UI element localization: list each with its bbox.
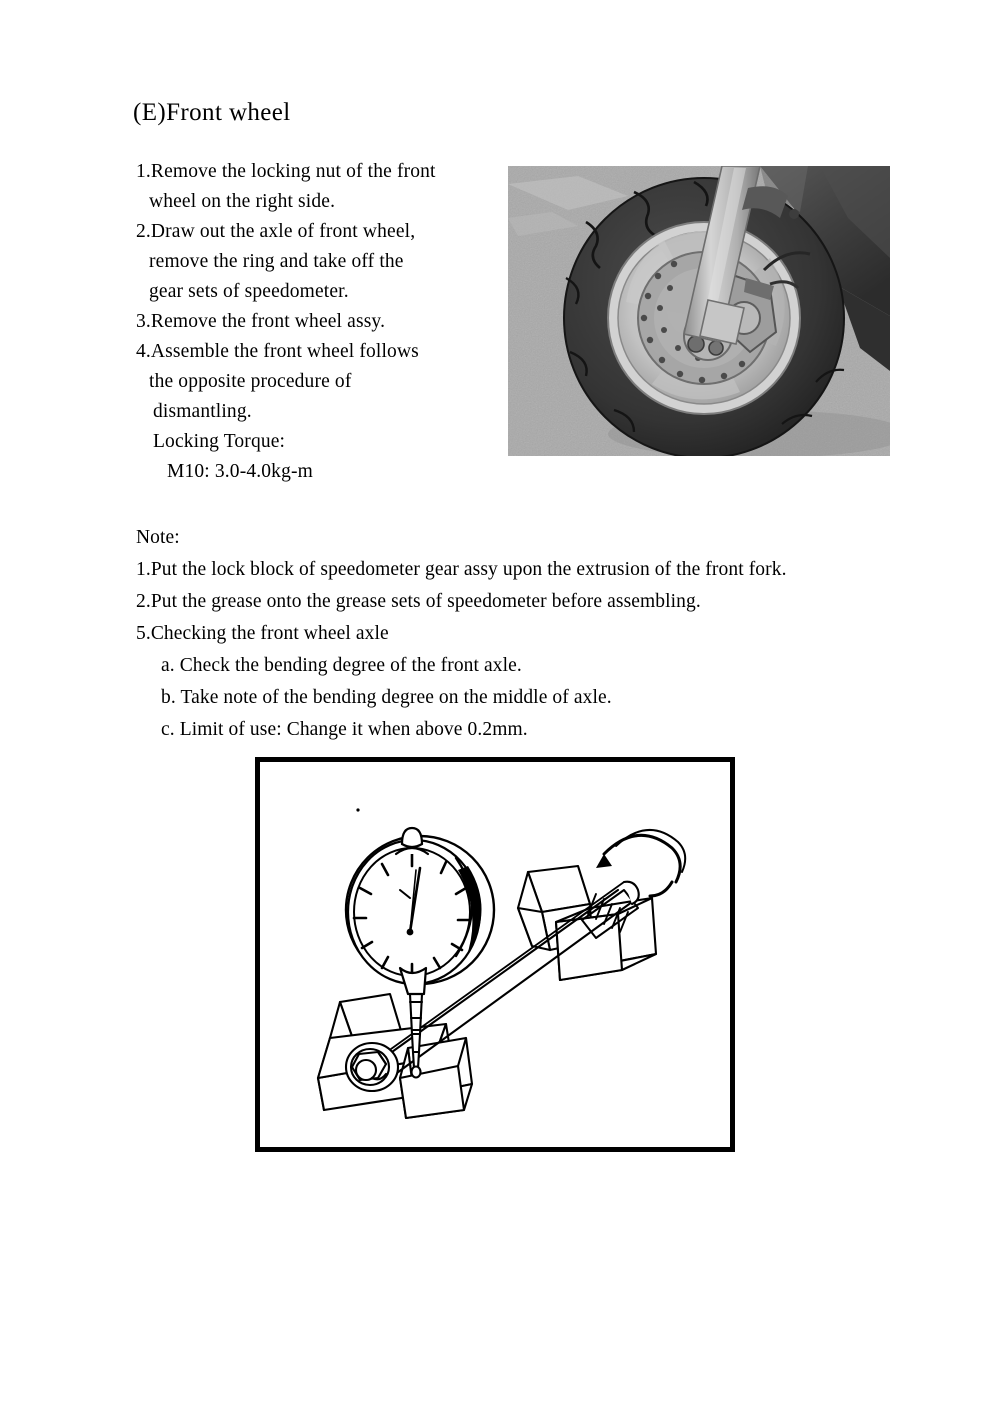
step-line: the opposite procedure of xyxy=(149,371,352,392)
notes-block xyxy=(136,522,896,746)
torque-heading: Locking Torque: xyxy=(153,431,286,452)
note-line: 5.Checking the front wheel axle xyxy=(136,623,389,644)
note-sub-line: b. Take note of the bending degree on the middle of axle. xyxy=(161,687,612,708)
step-line: dismantling. xyxy=(153,401,252,422)
procedure-steps-list xyxy=(136,157,476,487)
notes-heading: Note: xyxy=(136,527,180,548)
torque-value: M10: 3.0-4.0kg-m xyxy=(167,461,313,482)
note-line: 2.Put the grease onto the grease sets of speedometer before assembling. xyxy=(136,591,701,612)
note-line: 1.Put the lock block of speedometer gear assy upon the extrusion of the front fork. xyxy=(136,559,787,580)
note-sub-line: c. Limit of use: Change it when above 0.2mm. xyxy=(161,719,528,740)
step-line: wheel on the right side. xyxy=(149,191,336,212)
step-line: remove the ring and take off the xyxy=(149,251,404,272)
step-line: 2.Draw out the axle of front wheel, xyxy=(136,221,416,242)
step-line: 1.Remove the locking nut of the front xyxy=(136,161,436,182)
note-sub-line: a. Check the bending degree of the front axle. xyxy=(161,655,522,676)
step-line: 4.Assemble the front wheel follows xyxy=(136,341,419,362)
step-line: gear sets of speedometer. xyxy=(149,281,349,302)
axle-runout-figure xyxy=(255,757,735,1152)
step-line: 3.Remove the front wheel assy. xyxy=(136,311,386,332)
page-title: (E)Front wheel xyxy=(133,99,291,126)
front-wheel-photo xyxy=(508,166,890,456)
